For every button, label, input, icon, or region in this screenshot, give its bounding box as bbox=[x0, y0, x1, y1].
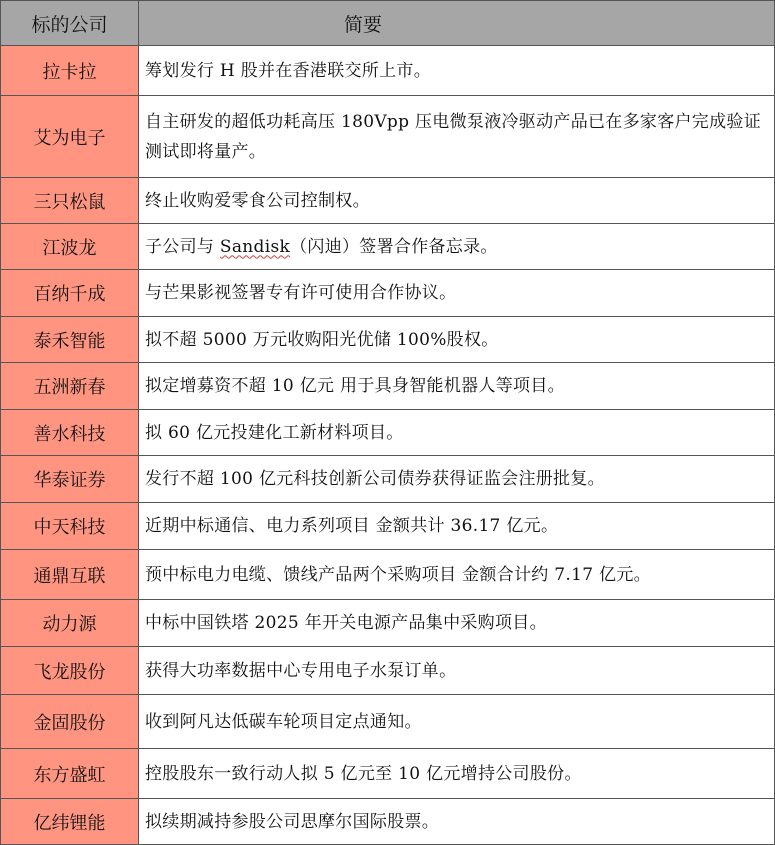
header-summary: 简要 bbox=[139, 1, 775, 46]
table-row bbox=[1, 550, 775, 600]
table-row bbox=[1, 224, 775, 270]
company-cell: 华泰证券 bbox=[1, 456, 139, 503]
company-cell: 艾为电子 bbox=[1, 96, 139, 178]
summary-text-after: （闪迪）签署合作备忘录。 bbox=[290, 236, 498, 257]
company-cell: 亿纬锂能 bbox=[1, 799, 139, 845]
table-row bbox=[1, 410, 775, 456]
summary-text-before: 子公司与 bbox=[145, 236, 220, 257]
summary-cell: 自主研发的超低功耗高压 180Vpp 压电微泵液冷驱动产品已在多家客户完成验证测试即将量产。 bbox=[139, 96, 775, 178]
company-cell: 金固股份 bbox=[1, 695, 139, 749]
summary-cell bbox=[139, 224, 775, 270]
company-cell: 三只松鼠 bbox=[1, 178, 139, 224]
summary-cell: 获得大功率数据中心专用电子水泵订单。 bbox=[139, 647, 775, 695]
summary-cell: 发行不超 100 亿元科技创新公司债券获得证监会注册批复。 bbox=[139, 456, 775, 503]
table-row bbox=[1, 799, 775, 845]
table-row bbox=[1, 456, 775, 503]
table-row bbox=[1, 178, 775, 224]
table-row bbox=[1, 749, 775, 799]
summary-cell: 中标中国铁塔 2025 年开关电源产品集中采购项目。 bbox=[139, 600, 775, 647]
summary-cell: 拟不超 5000 万元收购阳光优储 100%股权。 bbox=[139, 317, 775, 363]
summary-cell: 近期中标通信、电力系列项目 金额共计 36.17 亿元。 bbox=[139, 503, 775, 550]
summary-cell: 筹划发行 H 股并在香港联交所上市。 bbox=[139, 46, 775, 96]
summary-cell: 拟续期减持参股公司思摩尔国际股票。 bbox=[139, 799, 775, 845]
table-row bbox=[1, 96, 775, 178]
summary-cell: 拟 60 亿元投建化工新材料项目。 bbox=[139, 410, 775, 456]
summary-cell: 控股股东一致行动人拟 5 亿元至 10 亿元增持公司股份。 bbox=[139, 749, 775, 799]
company-cell: 拉卡拉 bbox=[1, 46, 139, 96]
spellcheck-flagged-word: Sandisk bbox=[219, 236, 291, 257]
table-row bbox=[1, 363, 775, 410]
summary-cell: 终止收购爱零食公司控制权。 bbox=[139, 178, 775, 224]
table-row bbox=[1, 46, 775, 96]
summary-cell: 收到阿凡达低碳车轮项目定点通知。 bbox=[139, 695, 775, 749]
summary-cell: 拟定增募资不超 10 亿元 用于具身智能机器人等项目。 bbox=[139, 363, 775, 410]
table-row bbox=[1, 695, 775, 749]
summary-cell: 与芒果影视签署专有许可使用合作协议。 bbox=[139, 270, 775, 317]
table-row bbox=[1, 270, 775, 317]
table-row bbox=[1, 317, 775, 363]
company-cell: 百纳千成 bbox=[1, 270, 139, 317]
table-row bbox=[1, 600, 775, 647]
company-cell: 东方盛虹 bbox=[1, 749, 139, 799]
header-company: 标的公司 bbox=[1, 1, 139, 46]
header-row bbox=[1, 1, 775, 46]
table-row bbox=[1, 647, 775, 695]
company-cell: 善水科技 bbox=[1, 410, 139, 456]
company-cell: 飞龙股份 bbox=[1, 647, 139, 695]
company-cell: 通鼎互联 bbox=[1, 550, 139, 600]
company-cell: 江波龙 bbox=[1, 224, 139, 270]
company-cell: 五洲新春 bbox=[1, 363, 139, 410]
company-cell: 动力源 bbox=[1, 600, 139, 647]
summary-cell: 预中标电力电缆、馈线产品两个采购项目 金额合计约 7.17 亿元。 bbox=[139, 550, 775, 600]
company-cell: 中天科技 bbox=[1, 503, 139, 550]
table-row bbox=[1, 503, 775, 550]
company-cell: 泰禾智能 bbox=[1, 317, 139, 363]
